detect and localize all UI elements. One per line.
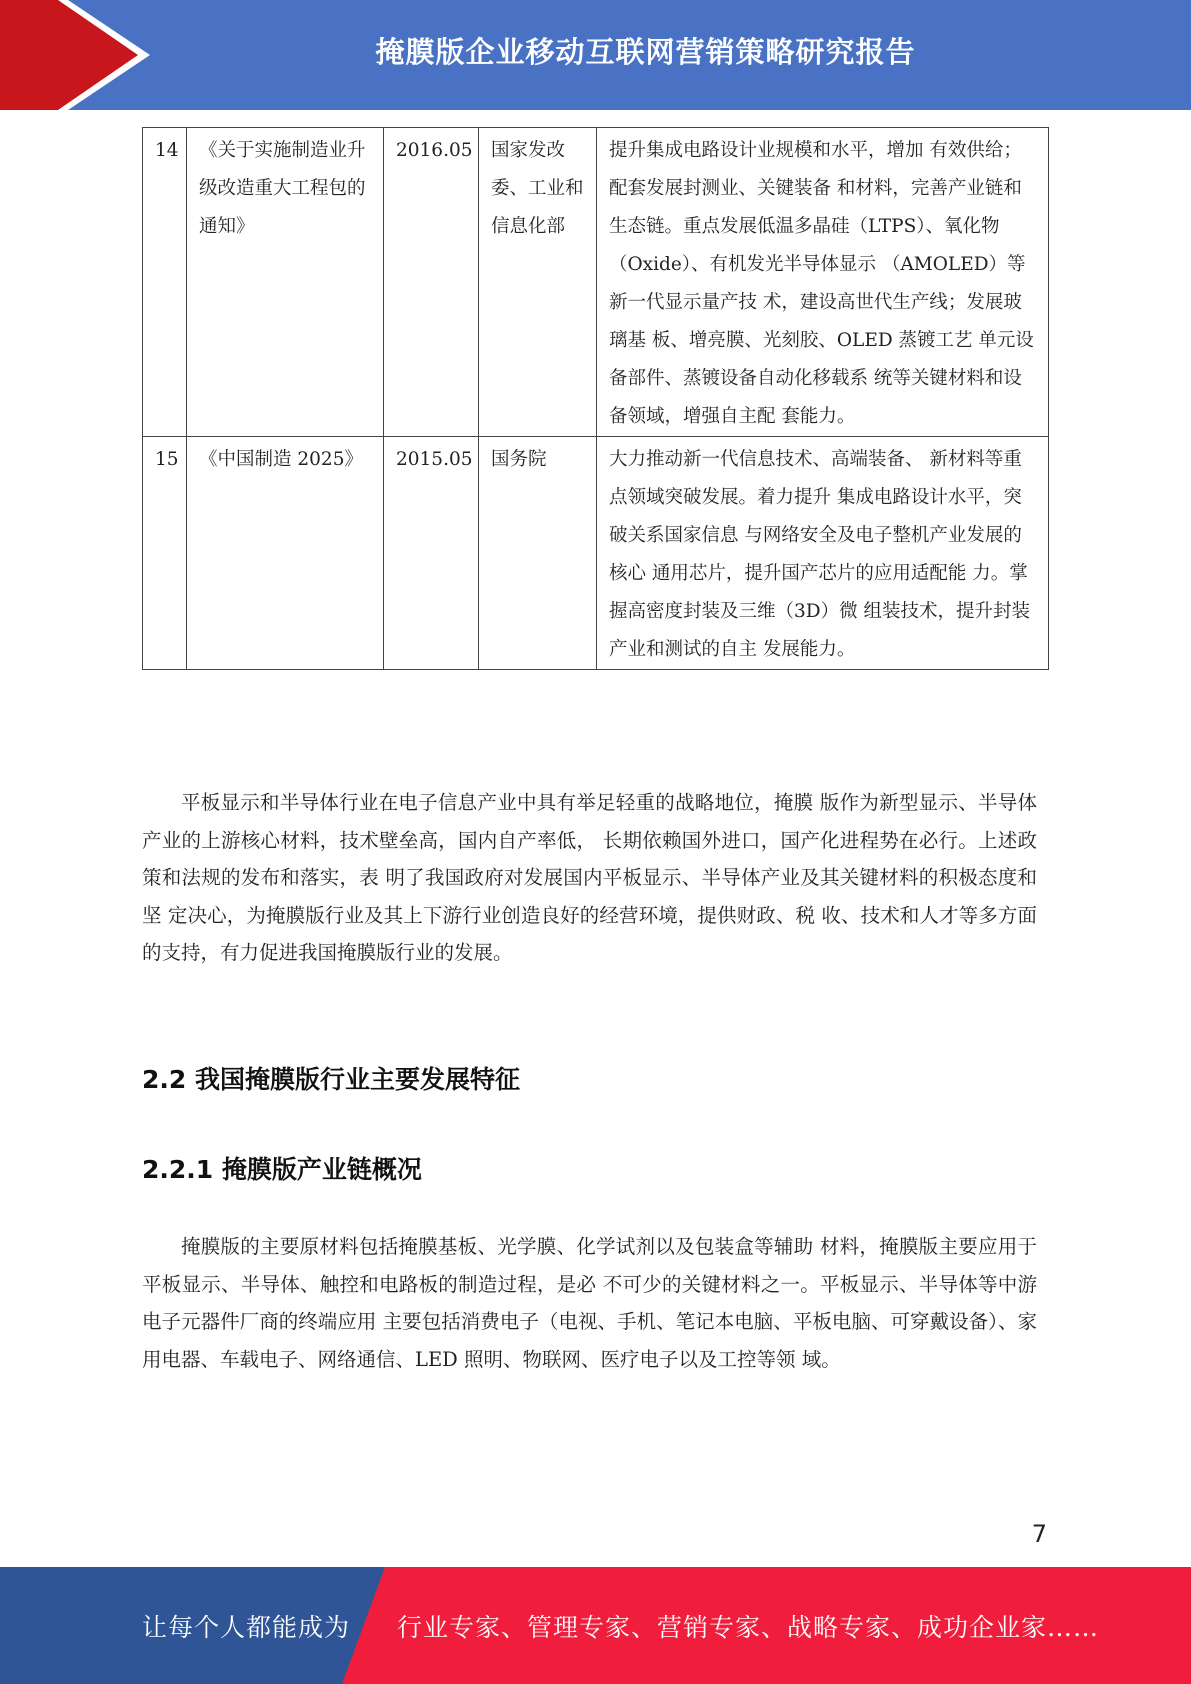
page-footer bbox=[0, 1567, 1191, 1684]
table-row bbox=[143, 437, 1049, 670]
footer-slogan-left: 让每个人都能成为 bbox=[142, 1612, 351, 1642]
header-chevron-icon bbox=[0, 0, 160, 110]
policy-content: 提升集成电路设计业规模和水平，增加 有效供给；配套发展封测业、关键装备 和材料，完善产业链和生态链。重点发展低温多晶硅（LTPS）、氧化物 （Oxide）、有机发光半导体显示 （AMOLED）等新一代显示量产技 术，建设高世代生产线；发展玻璃基 板、增亮膜、光刻胶、OLED 蒸镀工艺 单元设备部件、蒸镀设备自动化移载系 统等关键材料和设备领域，增强自主配 套能力。 bbox=[597, 128, 1049, 437]
section-heading-2-2-1: 2.2.1 掩膜版产业链概况 bbox=[142, 1155, 422, 1184]
page-number: 7 bbox=[1031, 1520, 1047, 1548]
row-number: 15 bbox=[143, 437, 187, 670]
footer-slogan-right: 行业专家、管理专家、营销专家、战略专家、成功企业家…… bbox=[397, 1612, 1100, 1642]
table-row bbox=[143, 128, 1049, 437]
policy-department: 国务院 bbox=[479, 437, 597, 670]
page-header bbox=[0, 0, 1191, 110]
row-number: 14 bbox=[143, 128, 187, 437]
policy-date: 2016.05 bbox=[384, 128, 479, 437]
policy-content: 大力推动新一代信息技术、高端装备、 新材料等重点领域突破发展。着力提升 集成电路设计水平，突破关系国家信息 与网络安全及电子整机产业发展的核心 通用芯片，提升国产芯片的应用适配能 力。掌握高密度封装及三维（3D）微 组装技术，提升封装产业和测试的自主 发展能力。 bbox=[597, 437, 1049, 670]
policy-name: 《关于实施制造业升级改造重大工程包的通知》 bbox=[187, 128, 384, 437]
body-paragraph-1: 平板显示和半导体行业在电子信息产业中具有举足轻重的战略地位，掩膜 版作为新型显示、半导体产业的上游核心材料，技术壁垒高，国内自产率低， 长期依赖国外进口，国产化进程势在必行。上述政策和法规的发布和落实，表 明了我国政府对发展国内平板显示、半导体产业及其关键材料的积极态度和坚 定决心，为掩膜版行业及其上下游行业创造良好的经营环境，提供财政、税 收、技术和人才等多方面的支持，有力促进我国掩膜版行业的发展。 bbox=[142, 791, 1037, 964]
policy-date: 2015.05 bbox=[384, 437, 479, 670]
policy-table bbox=[142, 127, 1049, 670]
header-title: 掩膜版企业移动互联网营销策略研究报告 bbox=[375, 34, 916, 69]
policy-name: 《中国制造 2025》 bbox=[187, 437, 384, 670]
section-heading-2-2: 2.2 我国掩膜版行业主要发展特征 bbox=[142, 1065, 520, 1094]
body-paragraph-2: 掩膜版的主要原材料包括掩膜基板、光学膜、化学试剂以及包装盒等辅助 材料，掩膜版主要应用于平板显示、半导体、触控和电路板的制造过程，是必 不可少的关键材料之一。平板显示、半导体等中游电子元器件厂商的终端应用 主要包括消费电子（电视、手机、笔记本电脑、平板电脑、可穿戴设备）、家 用电器、车载电子、网络通信、LED 照明、物联网、医疗电子以及工控等领 域。 bbox=[142, 1235, 1037, 1371]
policy-department: 国家发改委、工业和信息化部 bbox=[479, 128, 597, 437]
